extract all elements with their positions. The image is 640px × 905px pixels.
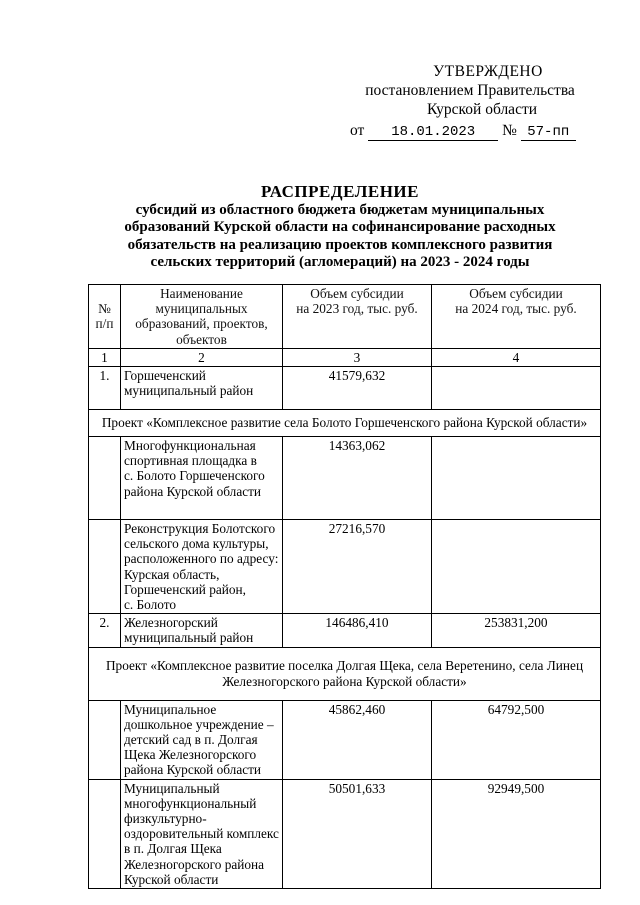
header-num: № п/п [89, 285, 121, 349]
row-value-2023: 41579,632 [283, 367, 432, 410]
row-name: Муниципальное дошкольное учреждение – детский сад в п. Долгая Щека Железногорского района Курской области [121, 700, 283, 779]
heading-line: обязательств на реализацию проектов комплексного развития [127, 236, 553, 253]
row-value-2024 [432, 520, 601, 614]
approval-date: 18.01.2023 [368, 124, 498, 141]
approval-block [350, 62, 590, 141]
date-prefix: от [350, 122, 365, 139]
header-name: Наименование муниципальных образований, проектов, объектов [121, 285, 283, 349]
project-row [89, 647, 601, 700]
project-row [89, 410, 601, 437]
table-row [89, 614, 601, 647]
col-number: 1 [89, 348, 121, 366]
approval-title: УТВЕРЖДЕНО [433, 63, 543, 80]
table-row [89, 700, 601, 779]
table-row [89, 437, 601, 520]
table-row [89, 779, 601, 888]
row-num [89, 520, 121, 614]
table-header-row [89, 285, 601, 349]
row-value-2023: 146486,410 [283, 614, 432, 647]
heading-line: образований Курской области на софинансирование расходных [124, 219, 556, 235]
row-num: 1. [89, 367, 121, 410]
heading-line: сельских территорий (агломераций) на 2023 - 2024 годы [150, 254, 530, 270]
header-2024: Объем субсидии на 2024 год, тыс. руб. [432, 285, 601, 349]
project-title: Проект «Комплексное развитие села Болото Горшеченского района Курской области» [89, 410, 601, 437]
row-name: Многофункциональная спортивная площадка в с. Болото Горшеченского района Курской области [121, 437, 283, 520]
col-number: 4 [432, 348, 601, 366]
document-heading [100, 183, 580, 272]
approval-line-2: постановлением Правительства [365, 82, 575, 99]
row-value-2024 [432, 367, 601, 410]
row-num: 2. [89, 614, 121, 647]
table-row [89, 520, 601, 614]
approval-line-3: Курской области [426, 101, 538, 118]
col-number: 2 [121, 348, 283, 366]
row-value-2023: 27216,570 [283, 520, 432, 614]
approval-number: 57-пп [521, 124, 576, 141]
row-value-2023: 14363,062 [283, 437, 432, 520]
heading-title: РАСПРЕДЕЛЕНИЕ [261, 182, 419, 201]
number-prefix: № [502, 122, 517, 139]
row-value-2024: 92949,500 [432, 779, 601, 888]
header-2023: Объем субсидии на 2023 год, тыс. руб. [283, 285, 432, 349]
row-value-2023: 50501,633 [283, 779, 432, 888]
row-value-2024 [432, 437, 601, 520]
project-title: Проект «Комплексное развитие поселка Долгая Щека, села Веретенино, села Линец Железногорского района Курской области» [89, 647, 601, 700]
row-num [89, 437, 121, 520]
row-value-2024: 64792,500 [432, 700, 601, 779]
row-name: Муниципальный многофункциональный физкультурно- оздоровительный комплекс в п. Долгая Щека Железногорского района Курской области [121, 779, 283, 888]
table-row [89, 367, 601, 410]
heading-line: субсидий из областного бюджета бюджетам муниципальных [135, 201, 545, 218]
approval-date-line [350, 121, 590, 141]
row-name: Реконструкция Болотского сельского дома культуры, расположенного по адресу: Курская область, Горшеченский район, с. Болото [121, 520, 283, 614]
row-name: Горшеченский муниципальный район [121, 367, 283, 410]
row-value-2024: 253831,200 [432, 614, 601, 647]
subsidy-table [88, 284, 601, 889]
row-num [89, 700, 121, 779]
column-number-row [89, 348, 601, 366]
row-num [89, 779, 121, 888]
row-value-2023: 45862,460 [283, 700, 432, 779]
row-name: Железногорский муниципальный район [121, 614, 283, 647]
col-number: 3 [283, 348, 432, 366]
